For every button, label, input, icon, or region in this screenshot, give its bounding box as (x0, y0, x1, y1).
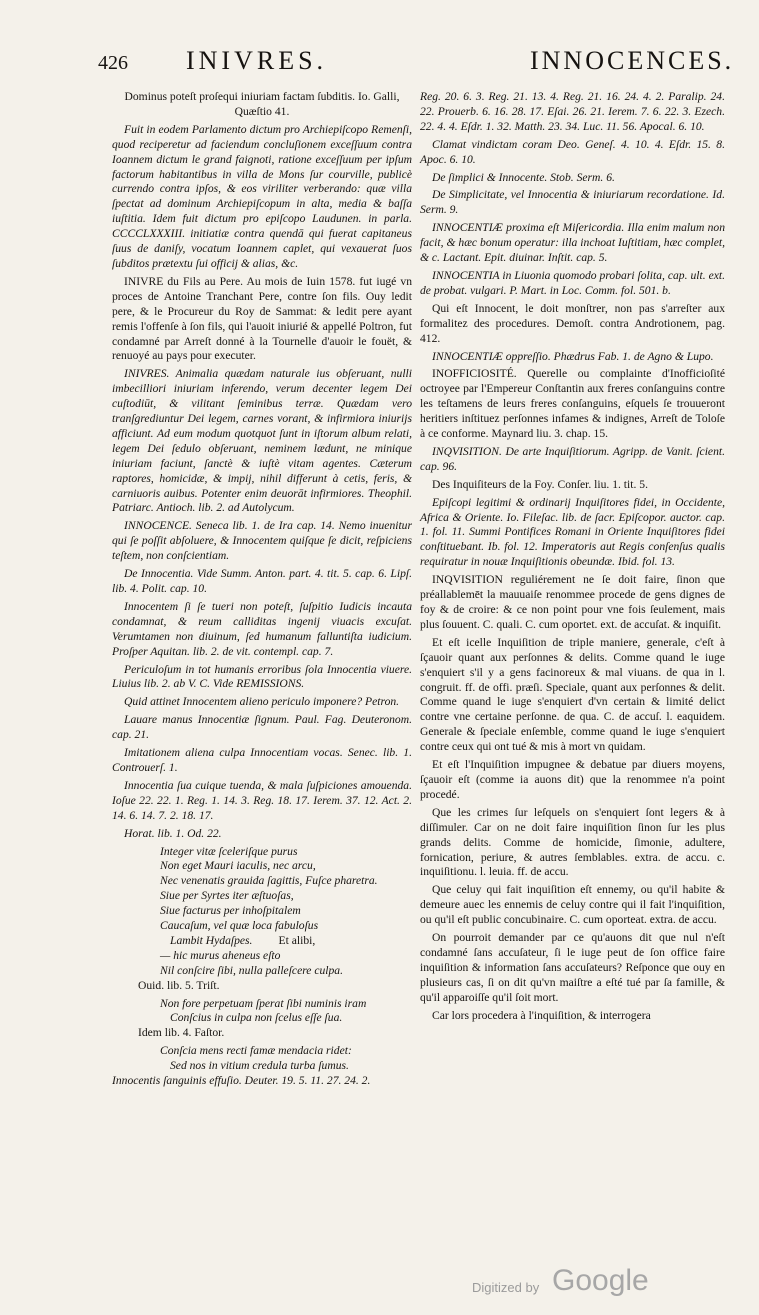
verse-line: Non fore perpetuam ſperat ſibi numinis iram (160, 996, 367, 1010)
verse-line (112, 934, 412, 949)
left-column (112, 90, 412, 1092)
paragraph: Lauare manus Innocentiæ ſignum. Paul. Fag. Deuteronom. cap. 21. (112, 713, 412, 742)
verse-line: Nec venenatis grauida ſagittis, Fuſce pharetra. (160, 874, 378, 888)
paragraph: Innocentem ſi ſe tueri non poteſt, ſuſpitio Iudicis incauta condamnat, & reum calliditas ingenij viuacis excuſat. Verumtamen non diuinum, ſed humanum falluntiſta iudicium. Proſper Aquitan. lib. 2. de vit. contempl. cap. 7. (112, 599, 412, 658)
verse-line: Non eget Mauri iaculis, nec arcu, (160, 859, 316, 873)
paragraph: De Innocentia. Vide Summ. Anton. part. 4. tit. 5. cap. 6. Lipſ. lib. 4. Polit. cap. 10. (112, 567, 412, 595)
verse-line: Siue facturus per inhoſpitalem (160, 904, 301, 918)
paragraph: Epiſcopi legitimi & ordinarij Inquiſitores fidei, in Occidente, Africa & Oriente. Io. Fileſac. lib. de ſacr. Epiſcopor. auctor. cap. 1. fol. 11. Summi Pontifices Romani in Oriente Inquiſitores fidei conſtituebant. Ib. fol. 12. Imperatoris aut Regis conſenſus qualis requiratur in nouæ Inquiſitionis obeundæ. Ibid. fol. 13. (420, 495, 725, 569)
running-header (98, 44, 735, 84)
verse-line: Siue per Syrtes iter æſtuoſas, (160, 889, 294, 903)
paragraph: Qui eſt Innocent, le doit monſtrer, non pas s'arreſter aux formalitez des procedures. Demoſt. contra Androtionem, pag. 412. (420, 301, 725, 345)
verse-line: Sed nos in vitium credula turba ſumus. (170, 1059, 349, 1073)
paragraph: On pourroit demander par ce qu'auons dit que nul n'eſt condamné ſans accuſateur, ſi le iuge peut de ſon office faire inquiſition & information ſans accuſateurs? Reſponce que ouy en plusieurs cas, ſi on dit qu'vn maiſtre a eſté tué par ſa famille, & qu'il apparoiſſe qu'il ſoit mort. (420, 931, 725, 1004)
google-logo: Google (552, 1264, 649, 1297)
paragraph: INQVISITION reguliérement ne ſe doit faire, ſinon que préallablemēt la mauuaiſe renommee procede de gens dignes de foy & de croire: & ce non point pour vne fois ſeulement, mais plus ſouuent. C. quali. C. cum oportet. ext. de accuſat. & inquiſit. (420, 573, 725, 631)
paragraph: Des Inquiſiteurs de la Foy. Conſer. liu. 1. tit. 5. (432, 477, 648, 491)
right-column (420, 90, 725, 1026)
header-title-right: INNOCENCES. (530, 46, 735, 75)
page-number: 426 (98, 52, 128, 74)
paragraph: INNOCENTIA in Liuonia quomodo probari ſolita, cap. ult. ext. de probat. vulgari. P. Mart. in Loc. Comm. fol. 501. b. (420, 268, 725, 297)
verse-line: Caucaſum, vel quæ loca fabuloſus (160, 919, 319, 933)
paragraph: Que celuy qui fait inquiſition eſt ennemy, ou qu'il habite & demeure auec les ennemis de celuy contre qui il fait l'inquiſition, ou qu'il eſt public concubinaire. C. cum oporteat. extra. de accu. (420, 883, 725, 927)
verse-line: Conſcius in culpa non ſcelus eſſe ſua. (170, 1011, 343, 1025)
paragraph: Reg. 20. 6. 3. Reg. 21. 13. 4. Reg. 21. 16. 24. 4. 2. Paralip. 24. 22. Prouerb. 6. 16. 28. 17. Eſai. 26. 21. Ierem. 7. 6. 22. 3. Ezech. 22. 4. 4. Eſdr. 1. 32. Matth. 23. 34. Luc. 11. 56. Apocal. 6. 10. (420, 90, 725, 133)
digitized-by-text: Digitized by (472, 1280, 540, 1295)
paragraph: Clamat vindictam coram Deo. Geneſ. 4. 10. 4. Eſdr. 15. 8. Apoc. 6. 10. (420, 137, 725, 166)
ovid-verse (112, 1044, 412, 1074)
paragraph: INNOCENTIÆ oppreſſio. Phædrus Fab. 1. de Agno & Lupo. (432, 349, 714, 363)
paragraph: INIVRES. Animalia quædam naturale ius obſeruant, nulli imbecilliori iniuriam inferendo, verum decenter legem Dei cuſtodiūt, & vilitant ſeminibus terræ. Quædam vero tranſgrediuntur Dei legem, carnes vorant, & infirmiora iniurijs afficiunt. Ad eum modum quotquot ſunt in iſtorum album relati, legem Dei ſedulo obſeruant, neminem lædunt, ne minique iniuriam faciunt, ſanctè & iuſtè vitam agentes. Cæterum raptores, homicidæ, & impij, nihil differunt à cetis, feris, & carniuoris auibus. Potenter enim deuorāt infirmiores. Theophil. Patriarc. Antioch. lib. 2. ad Autolycum. (112, 367, 412, 515)
header-title-left: INIVRES. (186, 46, 328, 75)
paragraph: INIVRE du Fils au Pere. Au mois de Iuin 1578. fut iugé vn proces de Antoine Tranchant Pere, contre ſon fils. Ouy ledit pere, & le Procureur du Roy de Sammat: & ledit pere ayant remis l'offenſe à ſon fils, qui l'auoit iniurié & appellé Poltron, fut condamné par Arreſt donné à la Tournelle d'auoir le fouët, & renuoyé au pays pour executer. (112, 274, 412, 363)
paragraph: INNOCENCE. Seneca lib. 1. de Ira cap. 14. Nemo inuenitur qui ſe poſſit abſoluere, & Innocentem quiſque ſe dicit, reſpiciens teſtem, non conſcientiam. (112, 519, 412, 563)
paragraph: Car lors procedera à l'inquiſition, & interrogera (432, 1008, 651, 1022)
paragraph: Innocentia ſua cuique tuenda, & mala ſuſpiciones amouenda. Ioſue 22. 22. 1. Reg. 1. 14. 3. Reg. 18. 17. Ierem. 37. 12. Act. 2. 14. 6. 14. 7. 2. 18. 17. (112, 778, 412, 822)
paragraph: INNOCENTIÆ proxima eſt Miſericordia. Illa enim malum non facit, & hæc bonum operatur: illa inchoat Iuſtitiam, hæc complet, & c. Lactant. Epit. diuinar. Inſtit. cap. 5. (420, 221, 725, 265)
ovid-ref: Idem lib. 4. Faſtor. (138, 1026, 225, 1040)
verse-line-text: Lambit Hydaſpes. (170, 933, 253, 947)
paragraph: Et eſt icelle Inquiſition de triple maniere, generale, c'eſt à ſçauoir quant aux perſonnes & delits. Comme quand le iuge s'enquiert s'il y a gens facinoreux & mal viuans. de qua in l. congruit. ff. de offi. præſi. Speciale, quant aux perſonnes & delit. Comme quand le iuge s'enquiert d'vn certain & limité delict contre vne certaine perſonne. de qua. C. de accuſ. l. eaquidem. Generale & ſpeciale enſemble, comme quand le iuge s'enquiert contre ceux qui ont tué & mis à mort vn quidam. (420, 635, 725, 754)
et-alibi: Et alibi, (278, 933, 316, 947)
horace-verse (112, 845, 412, 979)
verse-line: Nil conſcire ſibi, nulla palleſcere culpa. (160, 963, 343, 977)
paragraph: De Simplicitate, vel Innocentia & iniuriarum recordatione. Id. Serm. 9. (420, 188, 725, 217)
paragraph: Fuit in eodem Parlamento dictum pro Archiepiſcopo Remenſi, quod reciperetur ad faciendum concluſionem exceſſuum contra Ioannem dictum le grand faignoti, ratione exceſſuum per ipſum factorum habitantibus in villa de Mons ſur courville, publicè currendo contra ipſos, & eos viriliter verberando: quæ villa ſpectat ad dominum Archiepiſcopum in alta, media & baſſa iuſtitia. Idem fuit dictum pro epiſcopo Laudunen. in parla. CCCCLXXXIII. initiatiæ contra quendā qui fuerat capitaneus ſuus de daniſy, vocatum Ioannem caplet, qui vexauerat ſuos ſubditos prætextu ſui officij & alias, &c. (112, 122, 412, 270)
ovid-ref: Ouid. lib. 5. Triſt. (138, 978, 220, 992)
paragraph: Quid attinet Innocentem alieno periculo imponere? Petron. (124, 695, 400, 709)
verse-line: — hic murus aheneus eſto (160, 948, 281, 962)
paragraph: Horat. lib. 1. Od. 22. (124, 826, 222, 840)
paragraph: INQVISITION. De arte Inquiſitiorum. Agripp. de Vanit. ſcient. cap. 96. (420, 444, 725, 473)
paragraph: Imitationem aliena culpa Innocentiam vocas. Senec. lib. 1. Controuerſ. 1. (112, 746, 412, 774)
paragraph: Que les crimes ſur leſquels on s'enquiert ſont legers & à diſſimuler. Car on ne doit faire inquiſition ſinon ſur les plus grands delits. Comme de homicide, ſimonie, adultere, fornication, periure, & autres ſemblables. extra. de accu. c. inquiſitionu. l. leuia. ff. de accu. (420, 805, 725, 879)
paragraph: De ſimplici & Innocente. Stob. Serm. 6. (432, 170, 615, 184)
google-watermark (472, 1264, 752, 1304)
paragraph: Et eſt l'Inquiſition impugnee & debatue par diuers moyens, ſçauoir eſt (comme ia auons dit) que la renommee n'a point procedé. (420, 758, 725, 801)
verse-line: Integer vitæ ſceleriſque purus (160, 844, 298, 858)
left-heading: Dominus poteſt proſequi iniuriam factam ſubditis. Io. Galli, Quæſtio 41. (124, 90, 400, 118)
ovid-verse (112, 997, 412, 1027)
paragraph: Innocentis ſanguinis effuſio. Deuter. 19. 5. 11. 27. 24. 2. (112, 1074, 371, 1088)
paragraph: Periculoſum in tot humanis erroribus ſola Innocentia viuere. Liuius lib. 2. ab V. C. Vide REMISSIONS. (112, 662, 412, 691)
verse-line: Conſcia mens recti famæ mendacia ridet: (160, 1044, 352, 1058)
paragraph: INOFFICIOSITÉ. Querelle ou complainte d'Inofficioſité octroyee par l'Empereur Conſtantin aux freres conſanguins contre les teſtamens de leurs freres conſanguins, eſquels ſe trouueront heritiers inſtituez perſonnes infames & indignes, Arreſt de Toloſe à ce conforme. Maynard liu. 3. chap. 15. (420, 367, 725, 441)
